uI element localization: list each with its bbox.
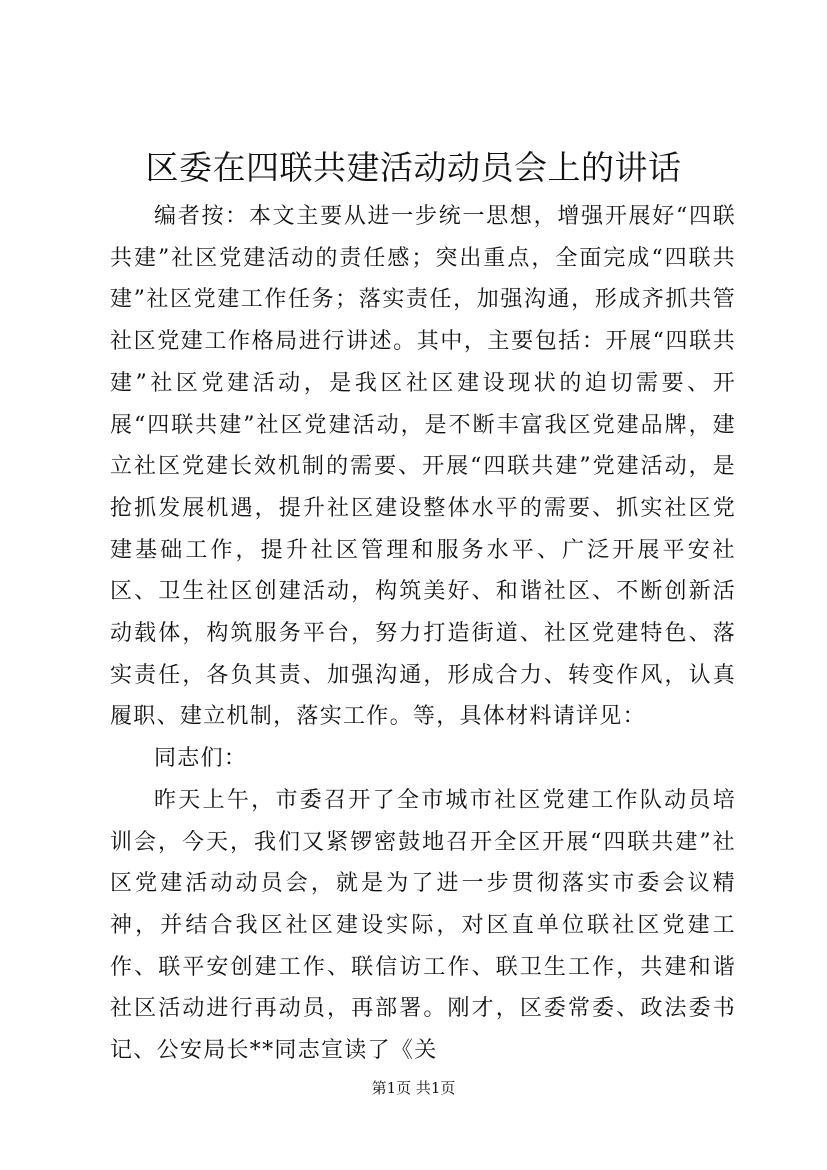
page-footer: 第1页 共1页 <box>371 1079 456 1097</box>
salutation-paragraph: 同志们： <box>154 746 248 772</box>
speech-paragraph: 昨天上午，市委召开了全市城市社区党建工作队动员培训会，今天，我们又紧锣密鼓地召开全区开展“四联共建”社区党建活动动员会，就是为了进一步贯彻落实市委会议精神，并结合我区社区建设实际，对区直单位联社区党建工作、联平安创建工作、联信访工作、联卫生工作，共建和谐社区活动进行再动员，再部署。刚才，区委常委、政法委书记、公安局长**同志宣读了《关 <box>110 787 736 1064</box>
document-body <box>110 196 736 1072</box>
editor-note-paragraph: 编者按：本文主要从进一步统一思想，增强开展好“四联共建”社区党建活动的责任感；突出重点，全面完成“四联共建”社区党建工作任务；落实责任，加强沟通，形成齐抓共管社区党建工作格局进行讲述。其中，主要包括：开展“四联共建”社区党建活动，是我区社区建设现状的迫切需要、开展“四联共建”社区党建活动，是不断丰富我区党建品牌，建立社区党建长效机制的需要、开展“四联共建”党建活动，是抢抓发展机遇，提升社区建设整体水平的需要、抓实社区党建基础工作，提升社区管理和服务水平、广泛开展平安社区、卫生社区创建活动，构筑美好、和谐社区、不断创新活动载体，构筑服务平台，努力打造街道、社区党建特色、落实责任，各负其责、加强沟通，形成合力、转变作风，认真履职、建立机制，落实工作。等，具体材料请详见： <box>110 204 736 730</box>
document-title: 区委在四联共建活动动员会上的讲话 <box>145 148 682 187</box>
